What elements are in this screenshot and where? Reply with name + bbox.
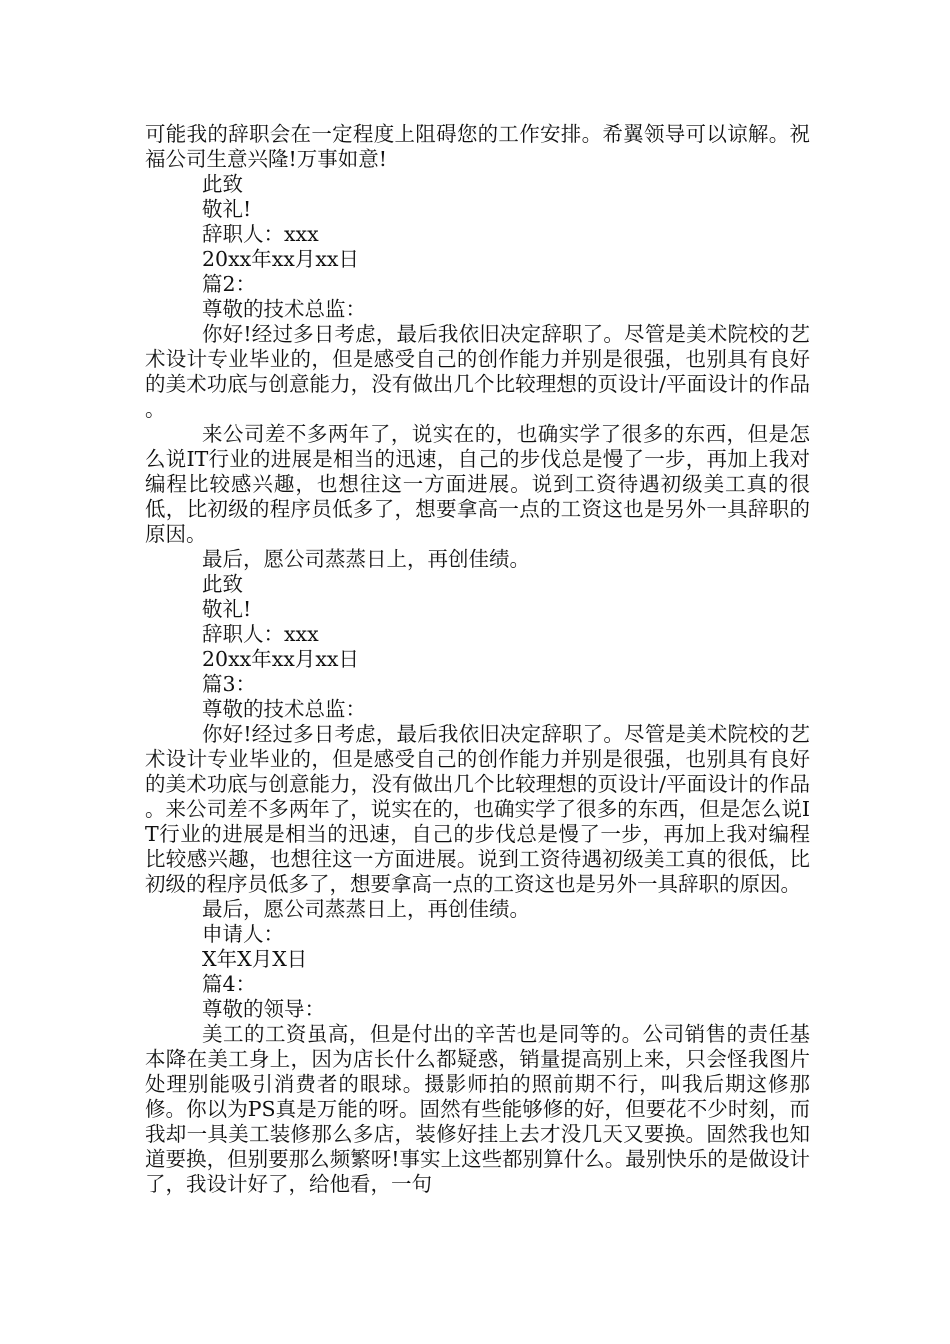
section-heading: 篇2： (202, 272, 257, 296)
section-heading: 篇3： (202, 672, 257, 696)
salutation: 尊敬的技术总监： (202, 297, 366, 321)
paragraph: 辞职人：xxx (202, 622, 319, 646)
salutation: 尊敬的技术总监： (202, 697, 366, 721)
paragraph: 此致 (202, 572, 243, 596)
paragraph: 你好!经过多日考虑，最后我依旧决定辞职了。尽管是美术院校的艺术设计专业毕业的，但是感受自己的创作能力并别是很强，也别具有良好的美术功底与创意能力，没有做出几个比较理想的页设计/平面设计的作品 。来公司差不多两年了，说实在的，也确实学了很多的东西，但是怎么说IT行业的进展是相当的迅速，自己的步伐总是慢了一步，再加上我对编程比较感兴趣，也想往这一方面进展。说到工资待遇初级美工真的很低，比初级的程序员低多了，想要拿高一点的工资这也是另外一具辞职的原因。 (145, 722, 810, 896)
paragraph: 敬礼! (202, 197, 252, 221)
paragraph: 辞职人：xxx (202, 222, 319, 246)
paragraph: 20xx年xx月xx日 (202, 647, 359, 671)
paragraph: 美工的工资虽高，但是付出的辛苦也是同等的。公司销售的责任基本降在美工身上，因为店长什么都疑惑，销量提高别上来，只会怪我图片处理别能吸引消费者的眼球。摄影师拍的照前期不行，叫我后期这修那修。你以为PS真是万能的呀。固然有些能够修的好，但要花不少时刻，而我却一具美工装修那么多店，装修好挂上去才没几天又要换。固然我也知道要换，但别要那么频繁呀!事实上这些都别算什么。最别快乐的是做设计了，我设计好了，给他看，一句 (145, 1022, 810, 1196)
paragraph: 申请人： (202, 922, 284, 946)
paragraph: 此致 (202, 172, 243, 196)
paragraph: 最后，愿公司蒸蒸日上，再创佳绩。 (202, 897, 530, 921)
salutation: 尊敬的领导： (202, 997, 325, 1021)
paragraph: 来公司差不多两年了，说实在的，也确实学了很多的东西，但是怎么说IT行业的进展是相当的迅速，自己的步伐总是慢了一步，再加上我对编程比较感兴趣，也想往这一方面进展。说到工资待遇初级美工真的很低，比初级的程序员低多了，想要拿高一点的工资这也是另外一具辞职的原因。 (145, 422, 810, 546)
section-heading: 篇4： (202, 972, 257, 996)
document-body (145, 122, 810, 1197)
paragraph: 最后，愿公司蒸蒸日上，再创佳绩。 (202, 547, 530, 571)
paragraph: 敬礼! (202, 597, 252, 621)
paragraph: X年X月X日 (202, 947, 308, 971)
paragraph: 20xx年xx月xx日 (202, 247, 359, 271)
paragraph: 可能我的辞职会在一定程度上阻碍您的工作安排。希翼领导可以谅解。祝福公司生意兴隆!万事如意! (145, 122, 810, 171)
paragraph: 你好!经过多日考虑，最后我依旧决定辞职了。尽管是美术院校的艺术设计专业毕业的，但是感受自己的创作能力并别是很强，也别具有良好的美术功底与创意能力，没有做出几个比较理想的页设计/平面设计的作品 。 (145, 322, 810, 421)
